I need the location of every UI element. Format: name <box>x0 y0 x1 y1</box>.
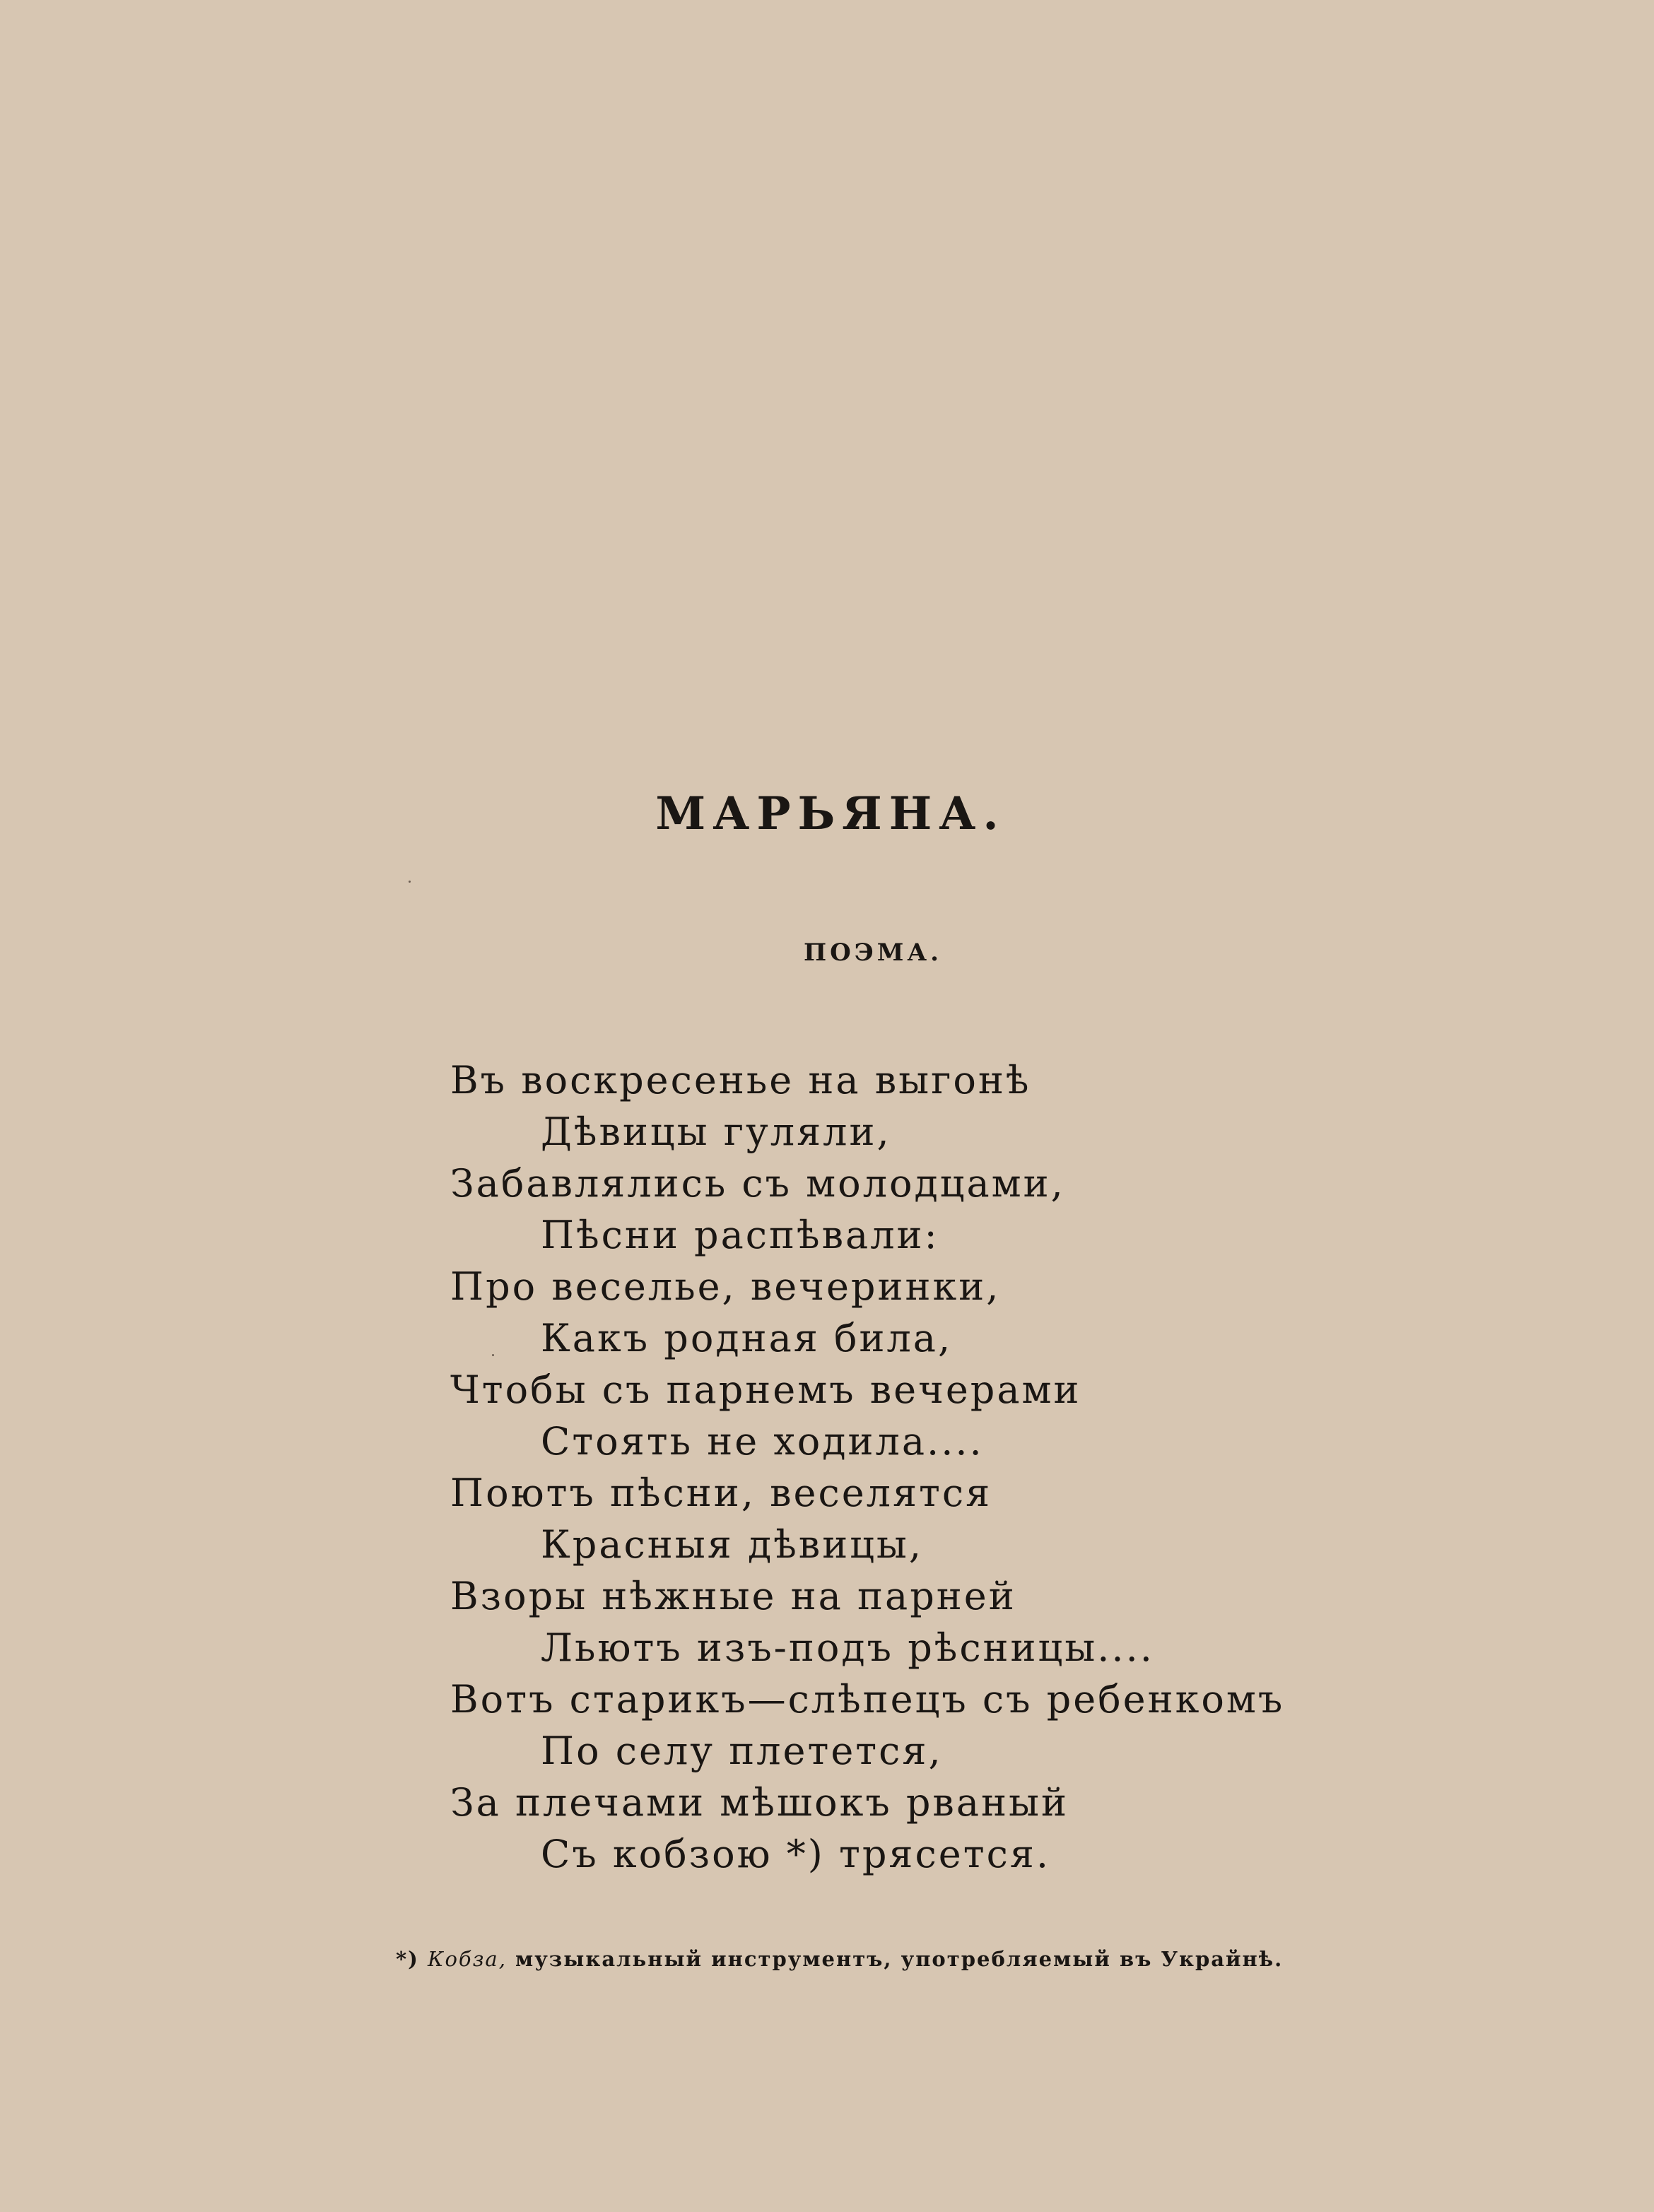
poem-line: Чтобы съ парнемъ вечерами <box>450 1367 1081 1412</box>
poem-line: Взоры нѣжные на парней <box>450 1574 1016 1618</box>
footnote-term: Кобза, <box>428 1947 507 1971</box>
footnote-text: музыкальный инструментъ, употребляемый въ Украйнѣ. <box>515 1947 1284 1971</box>
poem-line: По селу плетется, <box>541 1729 943 1773</box>
poem-line: Забавлялись съ молодцами, <box>450 1161 1065 1206</box>
poem-line: За плечами мѣшокъ рваный <box>450 1780 1069 1825</box>
footnote-marker: *) <box>396 1947 419 1971</box>
poem-line: Пѣсни распѣвали: <box>541 1213 939 1257</box>
paper-speck <box>409 881 411 883</box>
poem-title: МАРЬЯНА. <box>655 787 1006 840</box>
poem-line: Про веселье, вечеринки, <box>450 1264 1001 1309</box>
poem-line: Льютъ изъ-подъ рѣсницы.... <box>541 1625 1154 1670</box>
poem-subtitle: ПОЭМА. <box>804 939 942 967</box>
poem-line: Какъ родная била, <box>541 1316 953 1360</box>
poem-line: Дѣвицы гуляли, <box>541 1110 891 1154</box>
poem-line: Вотъ старикъ—слѣпецъ съ ребенкомъ <box>450 1677 1285 1722</box>
poem-body <box>450 1054 1369 1880</box>
poem-line: Въ воскресенье на выгонѣ <box>450 1058 1031 1102</box>
paper-speck <box>492 1354 494 1356</box>
poem-line: Красныя дѣвицы, <box>541 1522 924 1567</box>
footnote <box>396 1945 1456 1973</box>
poem-line: Стоять не ходила.... <box>541 1419 984 1464</box>
poem-line: Съ кобзою *) трясется. <box>541 1832 1051 1876</box>
poem-line: Поютъ пѣсни, веселятся <box>450 1471 992 1515</box>
